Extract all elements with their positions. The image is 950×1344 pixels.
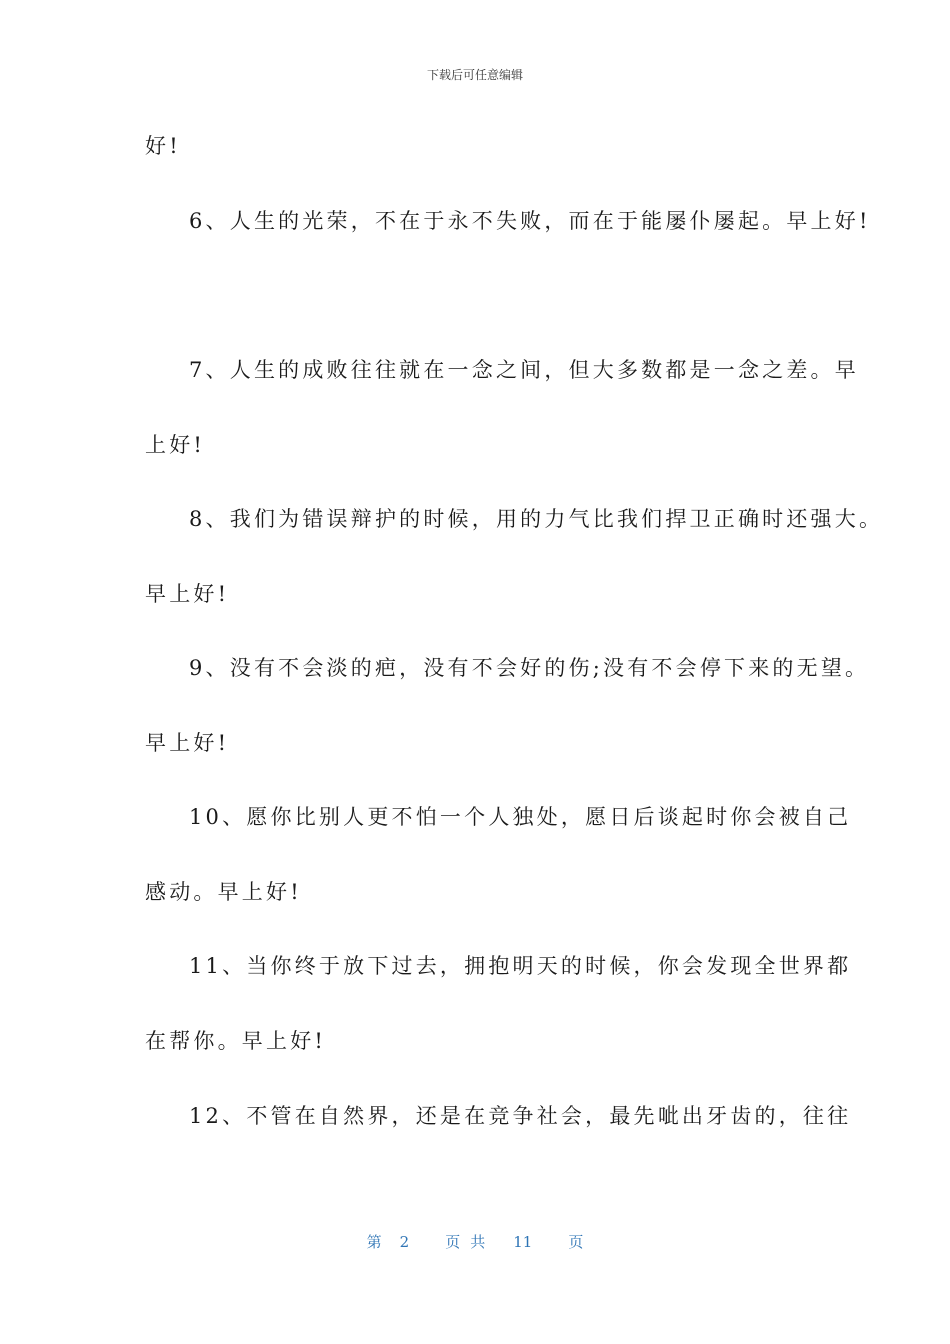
page-footer	[0, 1231, 950, 1252]
body-line: 10、愿你比别人更不怕一个人独处，愿日后谈起时你会被自己	[189, 805, 852, 829]
footer-page-end-word: 页	[568, 1233, 584, 1251]
body-line: 12、不管在自然界，还是在竞争社会，最先呲出牙齿的，往往	[189, 1104, 852, 1128]
body-line: 早上好!	[145, 731, 230, 755]
body-line: 上好!	[145, 433, 206, 457]
body-line: 9、没有不会淡的疤，没有不会好的伤;没有不会停下来的无望。	[189, 656, 870, 680]
body-line: 8、我们为错误辩护的时候，用的力气比我们捍卫正确时还强大。	[189, 507, 884, 531]
body-line: 早上好!	[145, 582, 230, 606]
footer-total-pages: 11	[513, 1233, 533, 1251]
body-line: 感动。早上好!	[145, 880, 302, 904]
body-line: 6、人生的光荣，不在于永不失败，而在于能屡仆屡起。早上好!	[189, 209, 871, 233]
page-header-note: 下载后可任意编辑	[426, 68, 523, 82]
body-line: 在帮你。早上好!	[145, 1029, 327, 1053]
footer-page-word: 第	[366, 1233, 382, 1251]
body-line: 7、人生的成败往往就在一念之间，但大多数都是一念之差。早	[189, 358, 859, 382]
footer-current-page: 2	[399, 1233, 410, 1251]
body-line: 好!	[145, 134, 181, 158]
footer-page-total-word: 页共	[445, 1233, 496, 1251]
body-line: 11、当你终于放下过去，拥抱明天的时候，你会发现全世界都	[189, 954, 852, 978]
